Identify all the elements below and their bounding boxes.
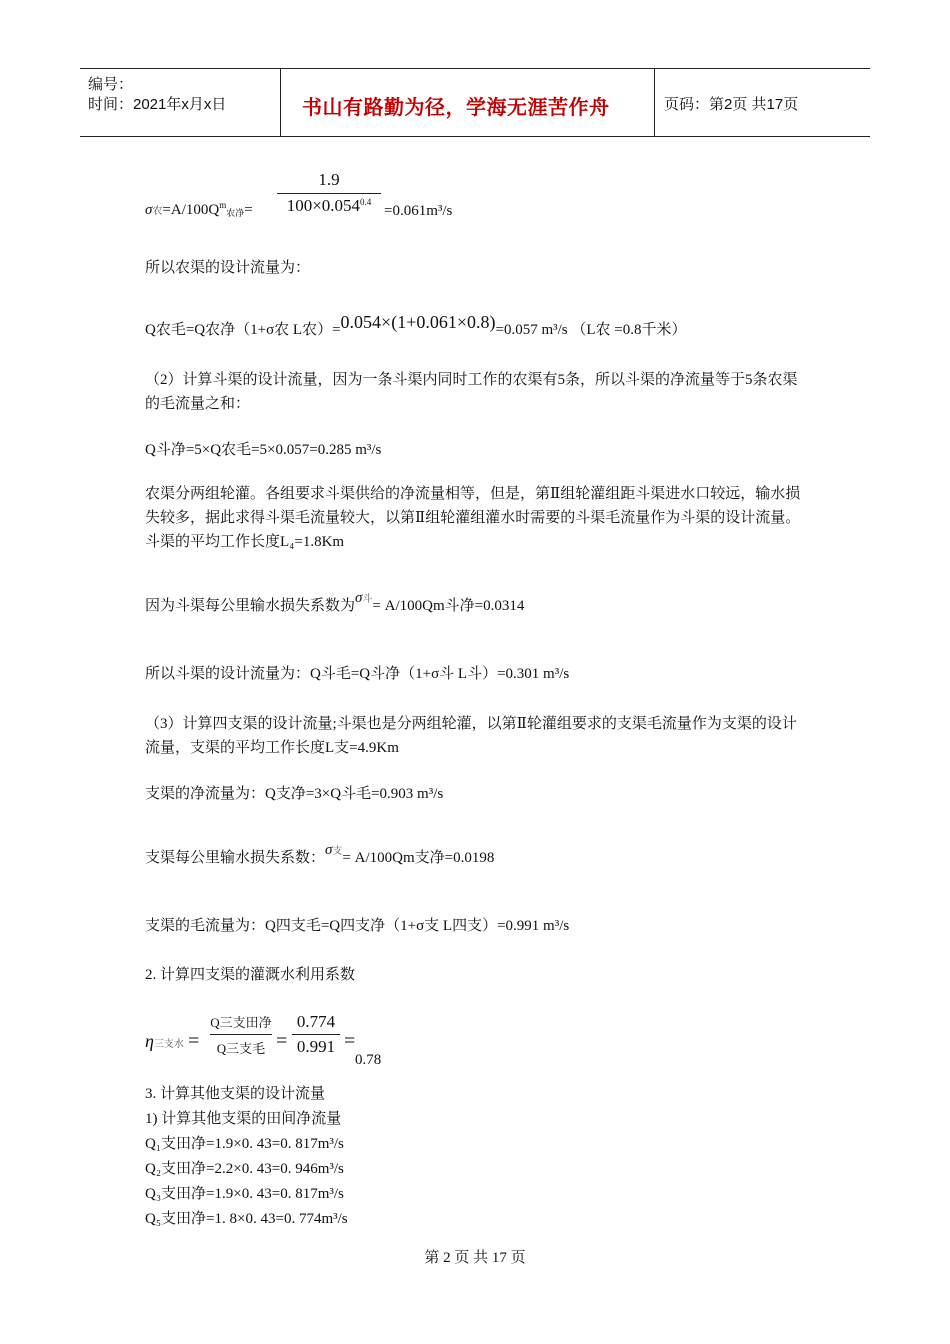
eq-nong-loss: σ农$=A/100Q^m_{农净}=$ xyxy=(145,200,253,218)
eq1-denominator: $100\times 0.054^{0.4}$ xyxy=(286,196,372,215)
dou-flow-text: 所以斗渠的设计流量为：Q斗毛=Q斗净（1+σ斗 L斗）=0.301 m³/s xyxy=(145,666,570,682)
dou-calc-text: （2）计算斗渠的设计流量，因为一条斗渠内同时工作的农渠有5条，所以斗渠的净流量等于5条农渠的毛流量之和： xyxy=(145,372,798,412)
branch-calc-text: （3）计算四支渠的设计流量;斗渠也是分两组轮灌，以第Ⅱ轮灌组要求的支渠毛流量作为支渠的设计流量，支渠的平均工作长度L支=4.9Km xyxy=(145,716,797,756)
q1-line: Q₁支田净=1.9×0. 43=0. 817m³/s xyxy=(145,1136,344,1152)
eta-symbol: η三支水 = xyxy=(145,1030,200,1052)
eq1-numerator: 1.9 xyxy=(277,170,381,194)
header-motto: 书山有路勤为径，学海无涯苦作舟 xyxy=(302,95,610,119)
q2-line: Q₂支田净=2.2×0. 43=0. 946m³/s xyxy=(145,1161,344,1177)
branch-loss-text: 支渠每公里输水损失系数：σ支= A/100Qm支净=0.0198 xyxy=(145,842,495,866)
eq1-fraction xyxy=(277,170,381,216)
dou-net-eq: Q斗净=5×Q农毛=5×0.057=0.285 m³/s xyxy=(145,442,382,458)
header-page-number: 页码：第2页 共17页 xyxy=(664,96,799,113)
header-page-cell xyxy=(654,69,870,136)
eta-result: 0.78 xyxy=(355,1052,382,1068)
page-footer: 第 2 页 共 17 页 xyxy=(424,1250,526,1266)
eq-nong-gross: Q农毛=Q农净（1+σ农 L农）=0.054×(1+0.061×0.8)=0.057 m³/s （L农 =0.8千米） xyxy=(145,312,687,338)
eta-fraction-symbolic: Q三支田净 Q三支毛 xyxy=(210,1012,272,1057)
page-header xyxy=(80,68,870,137)
q3-line: Q₃支田净=1.9×0. 43=0. 817m³/s xyxy=(145,1186,344,1202)
q5-line: Q₅支田净=1. 8×0. 43=0. 774m³/s xyxy=(145,1211,348,1227)
sigma-symbol: σ xyxy=(145,202,153,218)
item-3-1-heading: 1) 计算其他支渠的田间净流量 xyxy=(145,1111,342,1127)
item-2-heading: 2. 计算四支渠的灌溉水利用系数 xyxy=(145,967,356,983)
rotation-text: 农渠分两组轮灌。各组要求斗渠供给的净流量相等，但是，第Ⅱ组轮灌组距斗渠进水口较远，输水损失较多，据此求得斗渠毛流量较大，以第Ⅱ组轮灌组灌水时需要的斗渠毛流量作为斗渠的设计流量。斗渠的平均工作长度L₄=1.8Km xyxy=(145,486,801,550)
doc-time-label: 时间：2021年x月x日 xyxy=(88,96,227,113)
sigma-symbol: σ支 xyxy=(325,842,343,858)
header-meta xyxy=(80,69,281,136)
eta-fraction-values: $\frac{0.774}{0.991}$ xyxy=(292,1012,340,1057)
branch-net-text: 支渠的净流量为：Q支净=3×Q斗毛=0.903 m³/s xyxy=(145,786,444,802)
eq1-result: =0.061m³/s xyxy=(384,203,453,219)
eq1-prefix: =A/100Q xyxy=(162,202,220,218)
header-motto-cell xyxy=(280,69,655,136)
doc-number-label: 编号： xyxy=(88,76,134,93)
sigma-sub-nong: 农 xyxy=(152,206,163,217)
item-3-heading: 3. 计算其他支渠的设计流量 xyxy=(145,1086,326,1102)
sigma-symbol: σ斗 xyxy=(355,590,373,606)
eq2-formula: 0.054×(1+0.061×0.8) xyxy=(340,312,496,332)
farm-flow-text: 所以农渠的设计流量为： xyxy=(145,260,311,276)
dou-loss-text: 因为斗渠每公里输水损失系数为σ斗= A/100Qm斗净=0.0314 xyxy=(145,590,525,614)
branch-gross-text: 支渠的毛流量为：Q四支毛=Q四支净（1+σ支 L四支）=0.991 m³/s xyxy=(145,918,570,934)
